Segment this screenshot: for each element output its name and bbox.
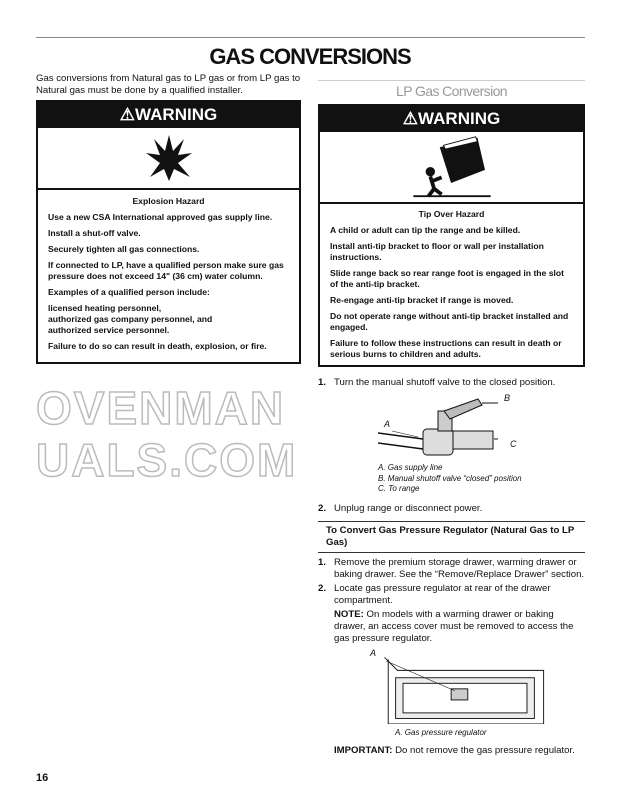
hazard-title: Explosion Hazard xyxy=(132,196,205,206)
section-heading: LP Gas Conversion xyxy=(318,80,585,99)
explosion-icon xyxy=(38,128,299,188)
page-number: 16 xyxy=(36,772,49,784)
valve-diagram xyxy=(378,391,538,461)
note-label: NOTE: xyxy=(334,609,364,620)
step-text: Unplug range or disconnect power. xyxy=(334,503,483,514)
explosion-warning-box xyxy=(36,100,301,364)
warning-line: licensed heating personnel, authorized gas company personnel, and authorized service personnel. xyxy=(48,303,213,335)
warning-label: WARNING xyxy=(418,109,501,128)
warning-line: Failure to do so can result in death, explosion, or fire. xyxy=(48,341,267,351)
note xyxy=(334,609,585,645)
step-2 xyxy=(318,503,585,515)
caption: A. Gas supply line xyxy=(378,463,443,472)
label-a: A xyxy=(384,419,391,429)
label-a: A xyxy=(370,648,377,658)
important-text: Do not remove the gas pressure regulator. xyxy=(392,745,575,756)
warning-body xyxy=(38,188,299,362)
step-number: 1. xyxy=(318,557,327,568)
step-text: Remove the premium storage drawer, warming drawer or baking drawer. See the “Remove/Replace Drawer” section. xyxy=(334,557,585,580)
warning-line: Securely tighten all gas connections. xyxy=(48,244,200,254)
step-text: Locate gas pressure regulator at rear of the drawer compartment. xyxy=(334,583,551,606)
step-number: 1. xyxy=(318,377,327,388)
page-title: GAS CONVERSIONS xyxy=(209,44,411,69)
warning-line: If connected to LP, have a qualified person make sure gas pressure does not exceed 14" (36 cm) water column. xyxy=(48,260,284,281)
warning-line: Use a new CSA International approved gas supply line. xyxy=(48,212,273,222)
tip-over-icon xyxy=(320,132,583,202)
tip-over-warning-box xyxy=(318,104,585,367)
watermark: OVENMANUALS.COM xyxy=(36,382,298,486)
step-1b xyxy=(318,557,585,581)
hazard-title: Tip Over Hazard xyxy=(418,209,485,219)
step-number: 2. xyxy=(318,503,327,514)
label-b: B xyxy=(504,393,511,403)
warning-header: ⚠WARNING xyxy=(320,106,583,132)
step-1 xyxy=(318,377,585,389)
warning-line: Failure to follow these instructions can result in death or serious burns to children and adults. xyxy=(330,338,562,359)
caption: C. To range xyxy=(378,484,420,493)
top-rule xyxy=(36,37,585,38)
step-number: 2. xyxy=(318,583,327,594)
warning-line: A child or adult can tip the range and be killed. xyxy=(330,225,521,235)
regulator-diagram xyxy=(370,650,560,724)
step-2b xyxy=(318,583,585,607)
warning-line: Slide range back so rear range foot is engaged in the slot of the anti-tip bracket. xyxy=(330,268,564,289)
subheading: To Convert Gas Pressure Regulator (Natural Gas to LP Gas) xyxy=(318,521,585,553)
regulator-caption: A. Gas pressure regulator xyxy=(395,728,487,737)
valve-captions xyxy=(378,463,522,495)
important-note xyxy=(334,745,585,757)
note-text: On models with a warming drawer or baking drawer, an access cover must be removed to access the gas pressure regulator. xyxy=(334,609,574,644)
warning-line: Examples of a qualified person include: xyxy=(48,287,210,297)
warning-header: ⚠WARNING xyxy=(38,102,299,128)
step-text: Turn the manual shutoff valve to the closed position. xyxy=(334,377,556,388)
warning-line: Do not operate range without anti-tip bracket installed and engaged. xyxy=(330,311,569,332)
intro-text: Gas conversions from Natural gas to LP gas or from LP gas to Natural gas must be done by a qualified installer. xyxy=(36,73,301,96)
warning-line: Install a shut-off valve. xyxy=(48,228,141,238)
label-c: C xyxy=(510,439,517,449)
warning-body xyxy=(320,202,583,365)
warning-label: WARNING xyxy=(135,105,218,124)
important-label: IMPORTANT: xyxy=(334,745,393,756)
warning-line: Re-engage anti-tip bracket if range is moved. xyxy=(330,295,514,305)
caption: B. Manual shutoff valve “closed” position xyxy=(378,473,522,483)
warning-line: Install anti-tip bracket to floor or wall per installation instructions. xyxy=(330,241,544,262)
